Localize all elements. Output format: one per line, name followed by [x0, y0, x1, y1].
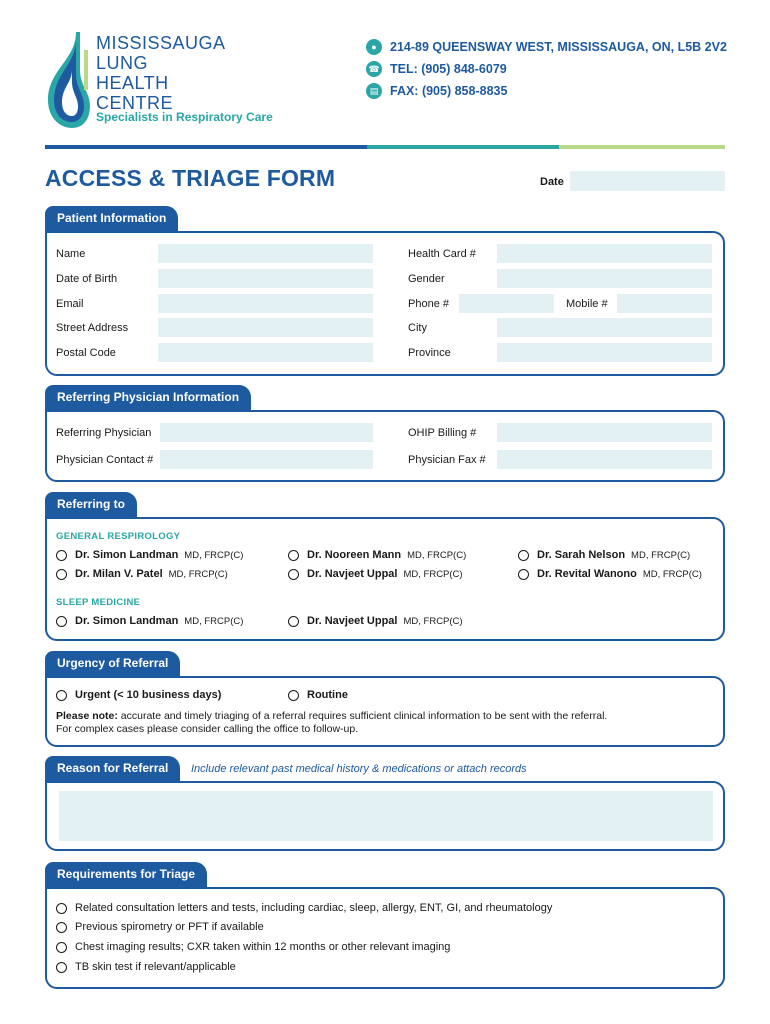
sleep-doctor-option[interactable]: Dr. Navjeet Uppal MD, FRCP(C) [288, 615, 463, 627]
radio-icon[interactable] [518, 569, 529, 580]
postal-field[interactable] [158, 343, 373, 362]
email-label: Email [56, 298, 84, 310]
general-respirology-heading: GENERAL RESPIROLOGY [56, 531, 181, 542]
radio-icon[interactable] [288, 616, 299, 627]
radio-icon[interactable] [288, 550, 299, 561]
urgency-note-line-1: Please note: accurate and timely triaging of a referral requires sufficient clinical information to be sent with the referral. [56, 710, 608, 722]
doctor-option[interactable]: Dr. Nooreen Mann MD, FRCP(C) [288, 549, 466, 561]
date-field[interactable] [570, 171, 725, 191]
urgency-note-line-2: For complex cases please consider calling the office to follow-up. [56, 723, 359, 735]
province-label: Province [408, 347, 451, 359]
reason-hint: Include relevant past medical history & medications or attach records [191, 763, 527, 775]
doctor-option[interactable]: Dr. Sarah Nelson MD, FRCP(C) [518, 549, 690, 561]
name-field[interactable] [158, 244, 373, 263]
requirement-item[interactable]: Previous spirometry or PFT if available [56, 921, 264, 933]
ohip-label: OHIP Billing # [408, 427, 477, 439]
referring-physician-label: Referring Physician [56, 427, 152, 439]
radio-icon[interactable] [56, 690, 67, 701]
letterhead [0, 0, 770, 150]
logo-line-1: MISSISSAUGA [96, 33, 226, 53]
fax-text: FAX: (905) 858-8835 [390, 84, 508, 98]
doctor-option[interactable]: Dr. Milan V. Patel MD, FRCP(C) [56, 568, 228, 580]
email-field[interactable] [158, 294, 373, 313]
tagline: Specialists in Respiratory Care [96, 110, 273, 124]
logo-wordmark [96, 33, 226, 113]
physician-fax-label: Physician Fax # [408, 454, 486, 466]
logo-line-4: CENTRE [96, 93, 174, 113]
health-card-label: Health Card # [408, 248, 476, 260]
referring-physician-field[interactable] [160, 423, 373, 442]
reason-field[interactable] [59, 791, 713, 841]
referring-to-tab: Referring to [45, 492, 137, 517]
name-label: Name [56, 248, 86, 260]
city-label: City [408, 322, 427, 334]
health-card-field[interactable] [497, 244, 712, 263]
doctor-option[interactable]: Dr. Navjeet Uppal MD, FRCP(C) [288, 568, 463, 580]
street-field[interactable] [158, 318, 373, 337]
dob-field[interactable] [158, 269, 373, 288]
physician-info-section [45, 410, 725, 482]
phone-icon: ☎ [366, 61, 382, 77]
radio-icon[interactable] [56, 550, 67, 561]
physician-info-tab: Referring Physician Information [45, 385, 251, 410]
logo-line-2: LUNG [96, 53, 149, 73]
urgency-tab: Urgency of Referral [45, 651, 180, 676]
requirement-item[interactable]: TB skin test if relevant/applicable [56, 961, 236, 973]
gender-field[interactable] [497, 269, 712, 288]
doctor-option[interactable]: Dr. Revital Wanono MD, FRCP(C) [518, 568, 702, 580]
checkbox-circle-icon[interactable] [56, 903, 67, 914]
doctor-option[interactable]: Dr. Simon Landman MD, FRCP(C) [56, 549, 243, 561]
dob-label: Date of Birth [56, 273, 118, 285]
requirement-item[interactable]: Related consultation letters and tests, including cardiac, sleep, allergy, ENT, GI, and rheumatology [56, 902, 552, 914]
sleep-doctor-option[interactable]: Dr. Simon Landman MD, FRCP(C) [56, 615, 243, 627]
phone-label: Phone # [408, 298, 449, 310]
fax-icon: ▤ [366, 83, 382, 99]
reason-tab: Reason for Referral [45, 756, 180, 781]
ohip-field[interactable] [497, 423, 712, 442]
address-text: 214-89 QUEENSWAY WEST, MISSISSAUGA, ON, L5B 2V2 [390, 40, 727, 54]
province-field[interactable] [497, 343, 712, 362]
logo-line-3: HEALTH [96, 73, 169, 93]
requirement-item[interactable]: Chest imaging results; CXR taken within 12 months or other relevant imaging [56, 941, 450, 953]
checkbox-circle-icon[interactable] [56, 922, 67, 933]
physician-fax-field[interactable] [497, 450, 712, 469]
radio-icon[interactable] [288, 569, 299, 580]
checkbox-circle-icon[interactable] [56, 942, 67, 953]
routine-option[interactable]: Routine [288, 689, 348, 701]
patient-info-tab: Patient Information [45, 206, 178, 231]
radio-icon[interactable] [56, 616, 67, 627]
sleep-medicine-heading: SLEEP MEDICINE [56, 597, 141, 608]
physician-contact-label: Physician Contact # [56, 454, 154, 466]
radio-icon[interactable] [288, 690, 299, 701]
tel-text: TEL: (905) 848-6079 [390, 62, 507, 76]
contact-block [366, 36, 727, 102]
form-title: ACCESS & TRIAGE FORM [45, 165, 336, 191]
radio-icon[interactable] [56, 569, 67, 580]
date-label: Date [540, 176, 564, 188]
header-divider [45, 145, 725, 149]
street-label: Street Address [56, 322, 129, 334]
city-field[interactable] [497, 318, 712, 337]
physician-contact-field[interactable] [160, 450, 373, 469]
phone-field[interactable] [459, 294, 554, 313]
location-pin-icon: ● [366, 39, 382, 55]
urgent-option[interactable]: Urgent (< 10 business days) [56, 689, 221, 701]
mobile-label: Mobile # [566, 298, 608, 310]
mobile-field[interactable] [617, 294, 712, 313]
requirements-tab: Requirements for Triage [45, 862, 207, 887]
lung-logo-icon [42, 30, 94, 130]
gender-label: Gender [408, 273, 445, 285]
checkbox-circle-icon[interactable] [56, 962, 67, 973]
postal-label: Postal Code [56, 347, 116, 359]
radio-icon[interactable] [518, 550, 529, 561]
